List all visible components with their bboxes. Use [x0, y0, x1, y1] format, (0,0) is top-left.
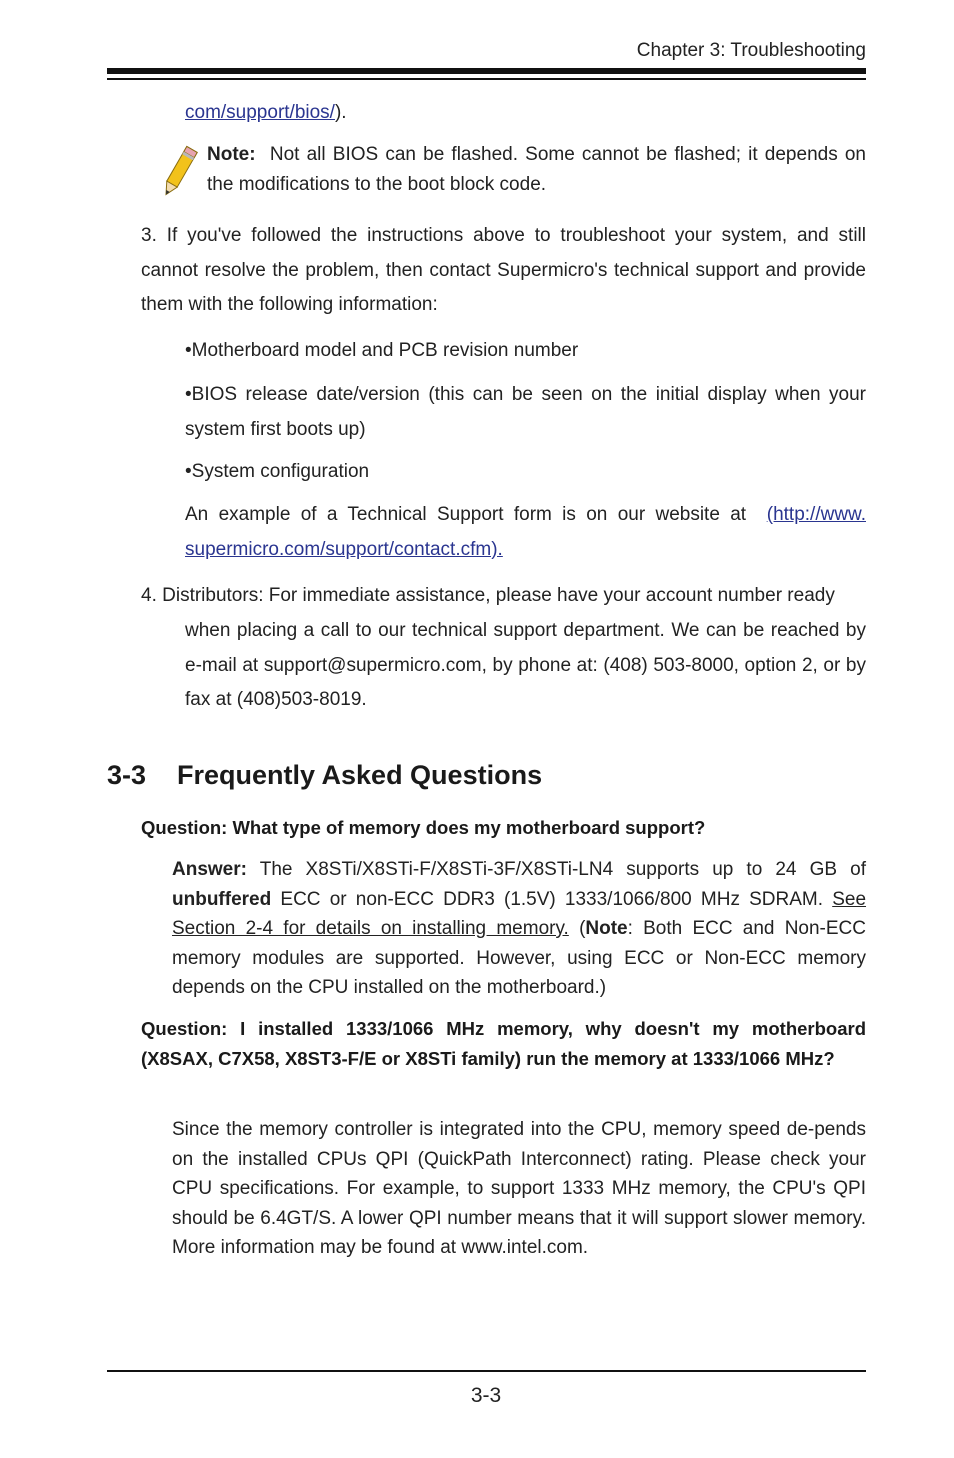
see-section-2-4-link[interactable]: See Section 2-4 for details on installing memory.	[172, 888, 867, 939]
faq-question-1: Question: What type of memory does my motherboard support?	[141, 817, 706, 838]
page-number: 3-3	[470, 1384, 502, 1407]
faq-question-2: Question: I installed 1333/1066 MHz memory, why doesn't my motherboard (X8SAX, C7X58, X8ST3-F/E or X8STi family) run the memory at 1333/1066 MHz?	[141, 1018, 866, 1069]
faq-answer-1: Answer: The X8STi/X8STi-F/X8STi-3F/X8STi-LN4 supports up to 24 GB of unbuffered ECC or non-ECC DDR3 (1.5V) 1333/1066/800 MHz SDRAM. See Section 2-4 for details on installing memory. (Note: Both ECC and Non-ECC memory modules are supported. However, using ECC or Non-ECC memory depends on the CPU installed on the motherboard.)	[172, 859, 867, 998]
step-3-paragraph: 3. If you've followed the instructions above to troubleshoot your system, and still cannot resolve the problem, then contact Supermicro's technical support and provide them with the following information:	[141, 225, 866, 315]
faq-section-title: Frequently Asked Questions	[177, 760, 543, 790]
bios-link-line: com/support/bios/).	[185, 102, 347, 123]
header-rule-thin	[107, 78, 866, 80]
pencil-icon	[156, 142, 202, 202]
support-form-link[interactable]: (http://www. supermicro.com/support/contact.cfm).	[185, 504, 866, 560]
faq-answer-2: Since the memory controller is integrated into the CPU, memory speed de-pends on the installed CPUs QPI (QuickPath Interconnect) rating. Please check your CPU specifications. For example, to support 1333 MHz memory, the CPU's QPI should be 6.4GT/S. A lower QPI number means that it will support slower memory. More information may be found at www.intel.com.	[172, 1119, 866, 1258]
bullet-bios: •BIOS release date/version (this can be seen on the initial display when your system first boots up)	[185, 384, 866, 440]
note-label: Note:	[207, 144, 256, 165]
header-rule-thick	[107, 68, 866, 74]
step-4-first-line: 4. Distributors: For immediate assistance, please have your account number ready	[141, 585, 835, 606]
faq-section-number: 3-3	[107, 760, 147, 790]
support-form-paragraph: An example of a Technical Support form is on our website at (http://www. supermicro.com/support/contact.cfm).	[185, 504, 866, 560]
note-text: Not all BIOS can be flashed. Some cannot be flashed; it depends on the modifications to the boot block code.	[207, 144, 866, 195]
bullet-system-config: •System configuration	[185, 461, 370, 482]
bios-link[interactable]: com/support/bios/	[185, 102, 335, 123]
note-block	[207, 140, 866, 199]
footer-rule	[107, 1370, 866, 1372]
bullet-motherboard: •Motherboard model and PCB revision number	[185, 340, 579, 361]
chapter-header: Chapter 3: Troubleshooting	[636, 40, 866, 61]
step-4-rest: when placing a call to our technical support department. We can be reached by e-mail at support@supermicro.com, by phone at: (408) 503-8000, option 2, or by fax at (408)503-8019.	[185, 620, 866, 710]
